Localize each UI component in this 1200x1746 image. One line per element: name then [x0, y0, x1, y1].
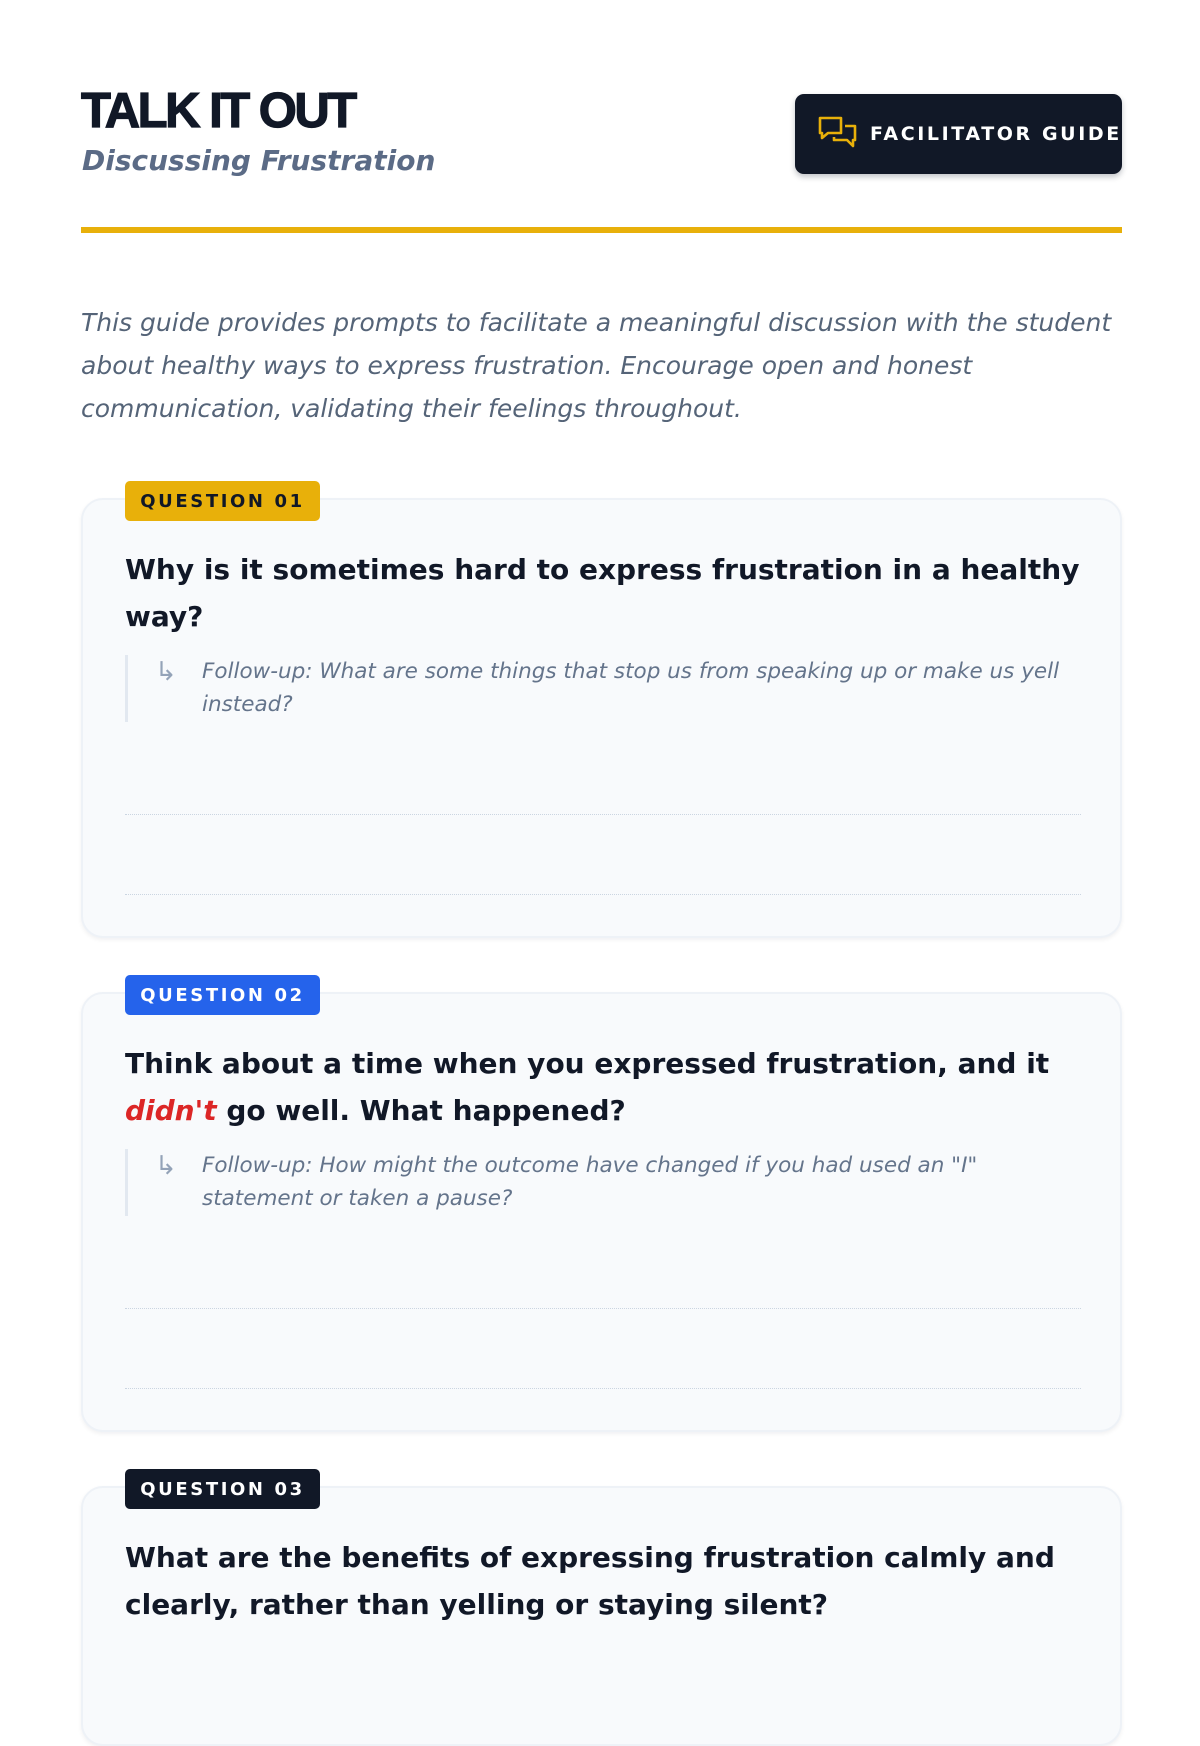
question-badge-2: QUESTION 02	[125, 975, 320, 1015]
page	[81, 0, 1122, 1621]
header-divider	[81, 227, 1122, 233]
answer-line	[125, 1308, 1081, 1309]
question-text-2-emphasis: didn't	[125, 1094, 217, 1127]
page-title: TALK IT OUT	[81, 84, 355, 138]
answer-line	[125, 1388, 1081, 1389]
answer-line	[125, 894, 1081, 895]
followup-block-1	[125, 655, 1075, 722]
question-card-3	[81, 1478, 1122, 1746]
followup-block-2	[125, 1149, 1075, 1216]
page-header	[81, 86, 1122, 186]
facilitator-guide-label: FACILITATOR GUIDE	[870, 123, 1122, 145]
question-card-1	[81, 490, 1122, 938]
followup-text-1: Follow-up: What are some things that stop us from speaking up or make us yell instead?	[202, 659, 1060, 717]
question-badge-1: QUESTION 01	[125, 481, 320, 521]
intro-text: This guide provides prompts to facilitate a meaningful discussion with the student about healthy ways to express frustration. Encourage open and honest communication, validating their feelings throughout.	[81, 308, 1112, 423]
page-subtitle: Discussing Frustration	[82, 144, 436, 177]
chat-bubbles-icon	[817, 115, 857, 153]
followup-text-2: Follow-up: How might the outcome have changed if you had used an "I" statement or taken a pause?	[202, 1153, 978, 1211]
question-card-2	[81, 984, 1122, 1432]
answer-line	[125, 814, 1081, 815]
question-text-2	[125, 1040, 1085, 1134]
question-text-2-start: Think about a time when you expressed frustration, and it	[125, 1047, 1050, 1080]
question-text-3: What are the benefits of expressing frustration calmly and clearly, rather than yelling or staying silent?	[125, 1541, 1055, 1621]
question-text-2-end: go well. What happened?	[226, 1094, 626, 1127]
facilitator-guide-badge	[795, 94, 1122, 174]
question-text-1: Why is it sometimes hard to express frustration in a healthy way?	[125, 553, 1080, 633]
return-arrow-icon: ↳	[155, 1151, 177, 1181]
question-badge-3: QUESTION 03	[125, 1469, 320, 1509]
return-arrow-icon: ↳	[155, 657, 177, 687]
